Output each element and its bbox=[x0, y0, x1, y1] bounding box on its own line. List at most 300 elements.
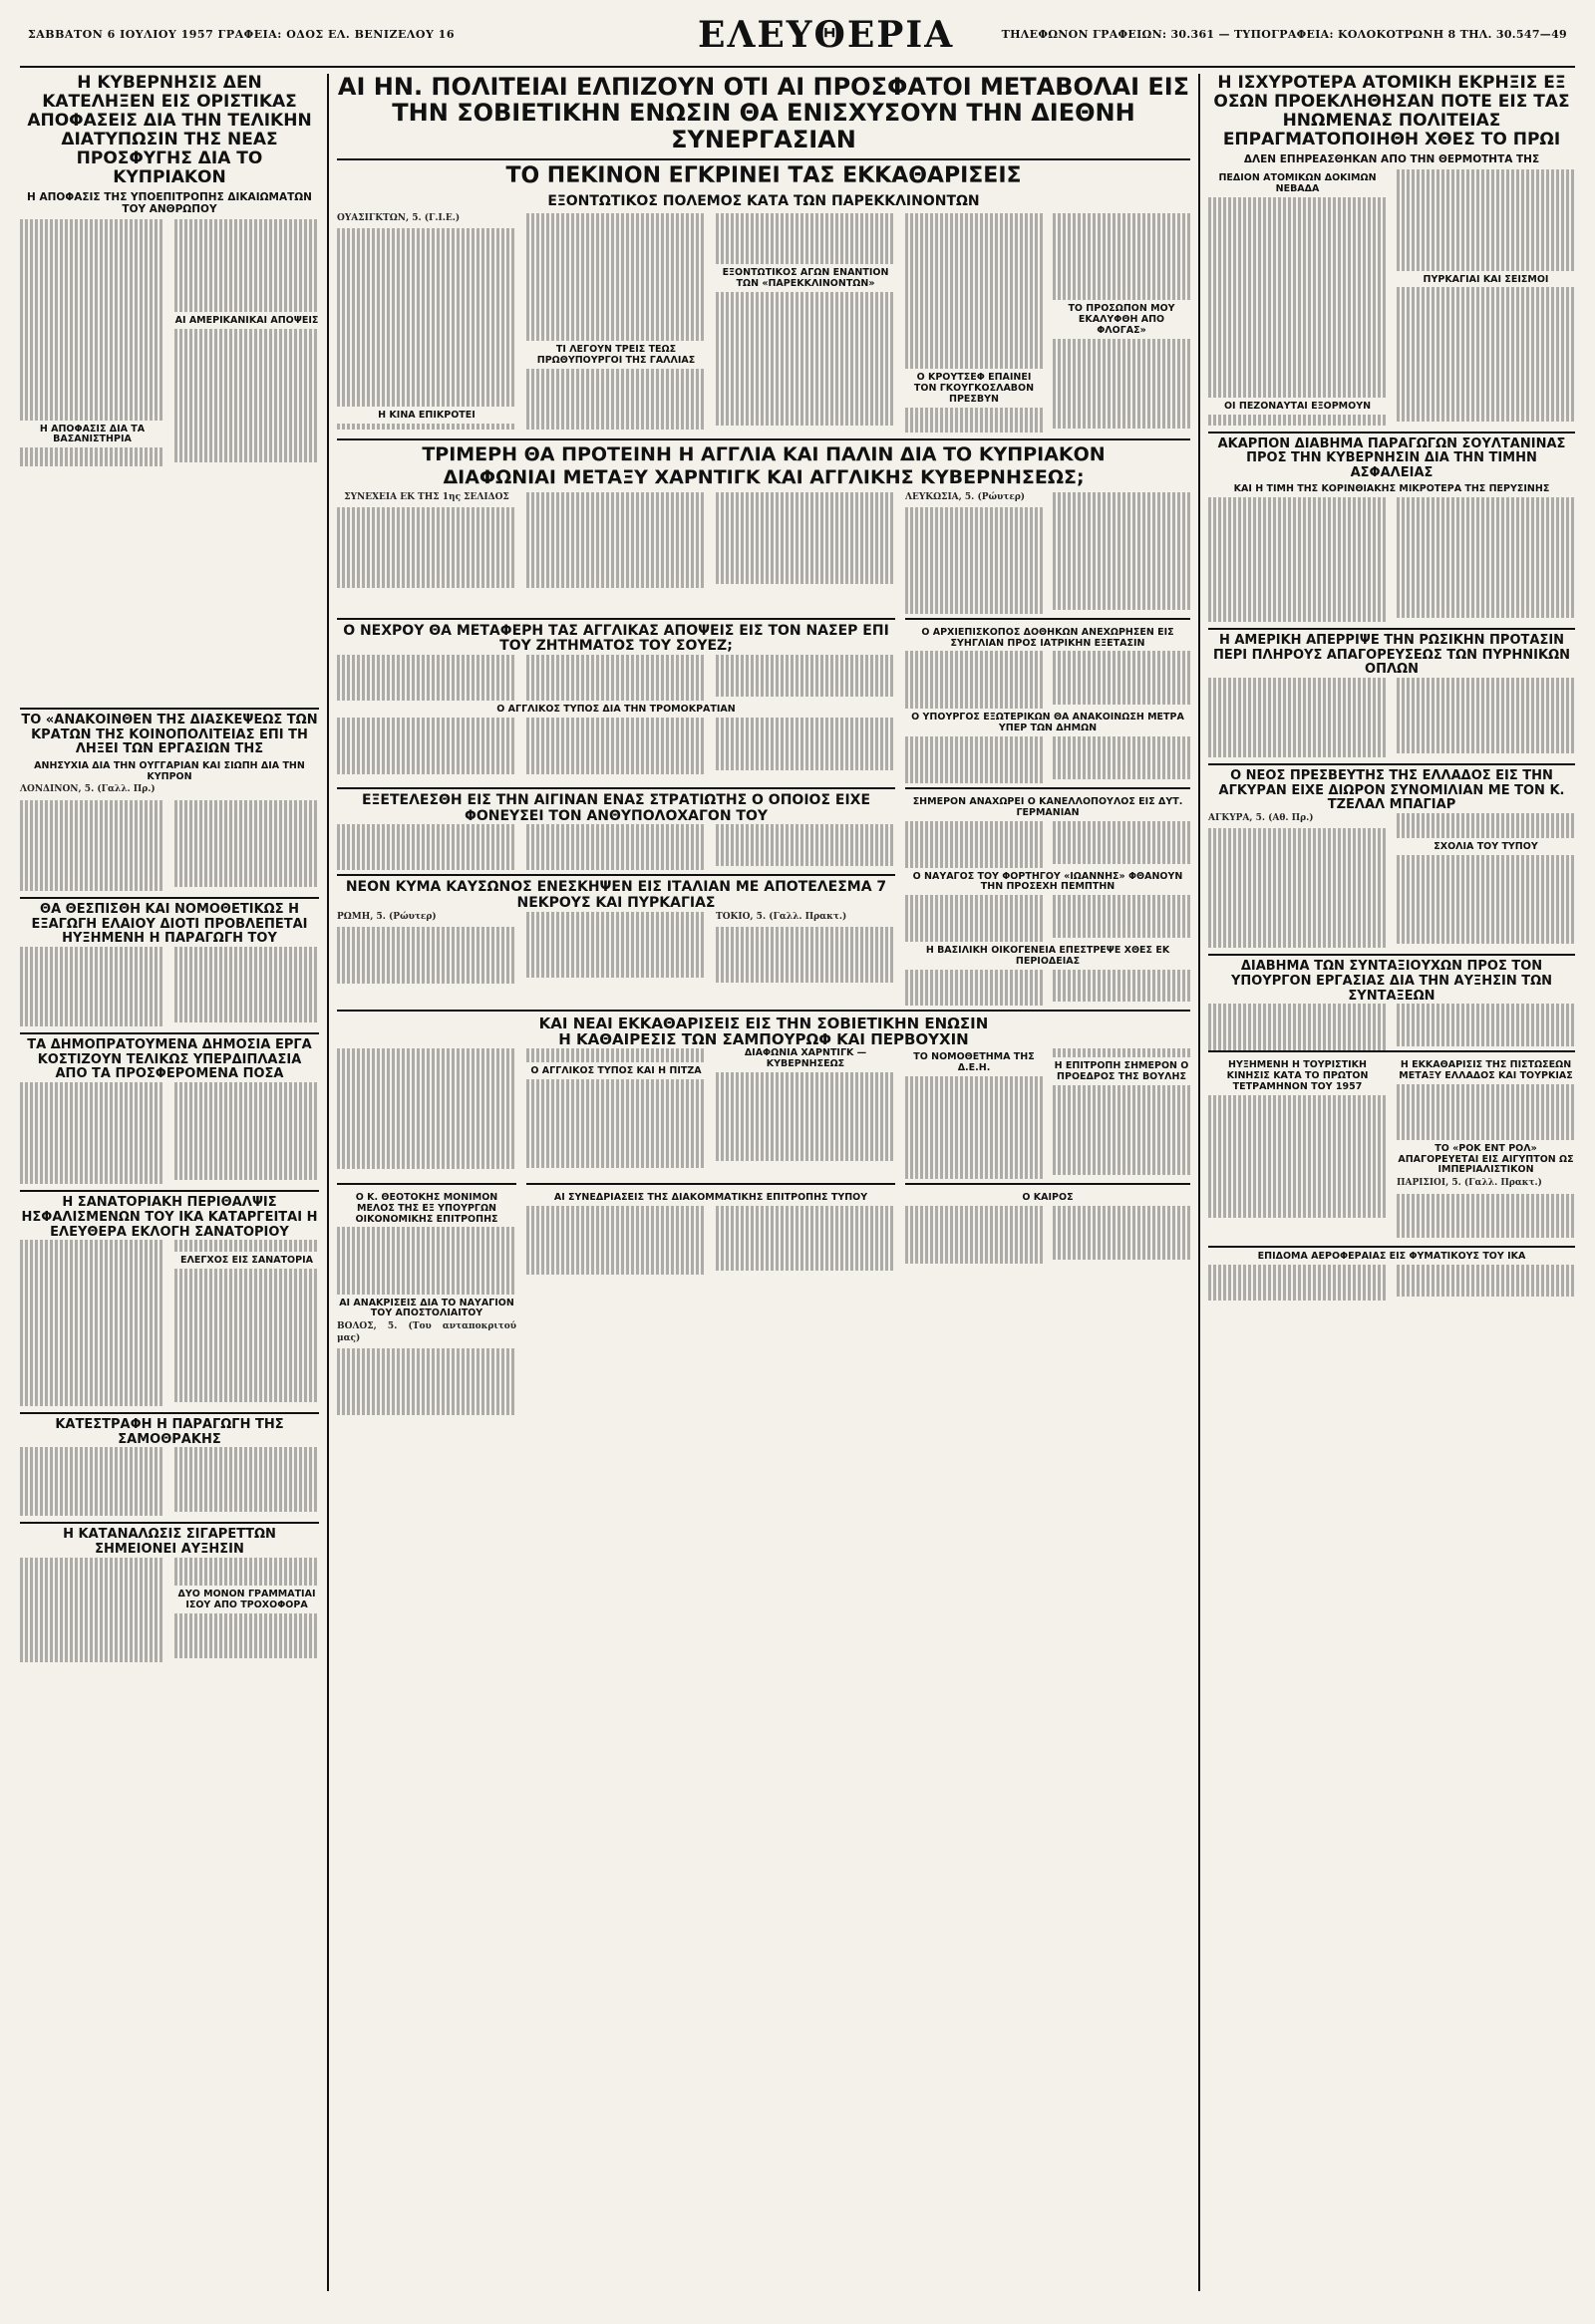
text-line bbox=[1208, 906, 1387, 917]
text-line bbox=[20, 398, 164, 409]
text-line bbox=[20, 958, 164, 969]
text-line bbox=[1397, 816, 1575, 827]
text-line bbox=[174, 290, 319, 301]
text-line bbox=[174, 419, 319, 430]
text-line bbox=[1397, 889, 1575, 900]
text-line bbox=[174, 1125, 319, 1136]
text-line bbox=[20, 1351, 164, 1362]
text-line bbox=[1208, 1025, 1387, 1036]
text-line bbox=[1208, 497, 1387, 508]
text-line bbox=[337, 1359, 516, 1370]
text-line bbox=[1397, 1205, 1575, 1216]
text-line bbox=[716, 494, 895, 505]
text-line bbox=[526, 966, 706, 977]
dateline: ΠΑΡΙΣΙΟΙ, 5. (Γαλλ. Πρακτ.) bbox=[1397, 1178, 1542, 1189]
text-line bbox=[20, 342, 164, 353]
text-line bbox=[716, 748, 895, 759]
text-line bbox=[174, 1158, 319, 1169]
text-line bbox=[716, 381, 895, 392]
text-line bbox=[905, 832, 1043, 843]
text-block bbox=[1208, 197, 1387, 398]
text-line bbox=[174, 1613, 319, 1624]
text-line bbox=[716, 303, 895, 314]
text-line bbox=[905, 663, 1043, 674]
text-line bbox=[905, 518, 1043, 529]
text-line bbox=[20, 1362, 164, 1373]
dateline: ΟΥΑΣΙΓΚΤΩΝ, 5. (Γ.Ι.Ε.) bbox=[337, 212, 461, 223]
text-line bbox=[716, 726, 895, 736]
text-line bbox=[1397, 226, 1575, 237]
text-line bbox=[20, 1492, 164, 1503]
text-line bbox=[1208, 678, 1387, 689]
text-line bbox=[1053, 841, 1190, 852]
text-line bbox=[1053, 1248, 1190, 1259]
text-line bbox=[337, 306, 516, 317]
text-line bbox=[905, 770, 1043, 781]
subhead: Ο ΥΠΟΥΡΓΟΣ ΕΞΩΤΕΡΙΚΩΝ ΘΑ ΑΝΑΚΟΙΝΩΣΗ ΜΕΤΡΑ ΥΠΕΡ ΤΩΝ ΔΗΜΩΝ bbox=[911, 712, 1184, 734]
text-line bbox=[20, 1003, 164, 1014]
text-line bbox=[716, 1139, 895, 1150]
text-line bbox=[716, 359, 895, 370]
text-block bbox=[716, 1072, 895, 1162]
text-line bbox=[337, 1104, 516, 1115]
text-line bbox=[1053, 768, 1190, 779]
text-line bbox=[905, 1250, 1043, 1261]
text-line bbox=[337, 541, 516, 552]
text-line bbox=[526, 1051, 706, 1062]
text-line bbox=[20, 1251, 164, 1262]
text-line bbox=[1053, 1130, 1190, 1141]
text-line bbox=[337, 1370, 516, 1381]
text-line bbox=[1208, 1117, 1387, 1128]
text-line bbox=[1053, 531, 1190, 542]
text-line bbox=[20, 867, 164, 878]
text-block bbox=[1397, 287, 1575, 421]
text-line bbox=[174, 1102, 319, 1113]
text-line bbox=[905, 408, 1043, 419]
text-line bbox=[20, 822, 164, 833]
text-line bbox=[337, 250, 516, 261]
text-line bbox=[905, 1087, 1043, 1098]
text-block bbox=[1053, 339, 1190, 429]
text-line bbox=[174, 978, 319, 989]
text-line bbox=[526, 665, 706, 676]
headline-saburov-pervukhin: Η ΚΑΘΑΙΡΕΣΙΣ ΤΩΝ ΣΑΜΠΟΥΡΩΦ ΚΑΙ ΠΕΡΒΟΥΧΙΝ bbox=[558, 1030, 969, 1049]
text-line bbox=[716, 759, 895, 770]
subhead: ΠΕΔΙΟΝ ΑΤΟΜΙΚΩΝ ΔΟΚΙΜΩΝ ΝΕΒΑΔΑ bbox=[1218, 172, 1377, 195]
text-line bbox=[905, 269, 1043, 280]
text-line bbox=[337, 318, 516, 329]
text-line bbox=[716, 517, 895, 528]
text-line bbox=[905, 213, 1043, 224]
text-line bbox=[174, 430, 319, 440]
text-line bbox=[1397, 866, 1575, 877]
text-line bbox=[905, 759, 1043, 770]
text-line bbox=[20, 1385, 164, 1396]
text-block bbox=[337, 824, 895, 870]
text-line bbox=[905, 1217, 1043, 1228]
text-line bbox=[1397, 1274, 1575, 1285]
text-line bbox=[20, 947, 164, 958]
text-line bbox=[174, 820, 319, 831]
text-line bbox=[1208, 609, 1387, 620]
text-line bbox=[716, 370, 895, 381]
text-block bbox=[174, 329, 319, 462]
text-line bbox=[1208, 298, 1387, 309]
text-line bbox=[337, 949, 516, 960]
subhead: ΑΙ ΑΝΑΚΡΙΣΕΙΣ ΔΙΑ ΤΟ ΝΑΥΑΓΙΟΝ ΤΟΥ ΑΠΟΣΤΟΛΙΑΙΤΟΥ bbox=[339, 1297, 514, 1319]
text-line bbox=[174, 809, 319, 820]
text-line bbox=[1397, 181, 1575, 192]
text-line bbox=[1053, 1152, 1190, 1163]
text-line bbox=[526, 1090, 706, 1101]
text-line bbox=[1208, 264, 1387, 275]
main-headline: ΑΙ ΗΝ. ΠΟΛΙΤΕΙΑΙ ΕΛΠΙΖΟΥΝ ΟΤΙ ΑΙ ΠΡΟΣΦΑΤΟΙ ΜΕΤΑΒΟΛΑΙ ΕΙΣ ΤΗΝ ΣΟΒΙΕΤΙΚΗΝ ΕΝΩΣΙΝ ΘΑ ΕΝΙΣΧΥΣΟΥΝ ΤΗΝ ΔΙΕΘΝΗ ΣΥΝΕΡΓΑΣΙΑΝ bbox=[337, 73, 1190, 153]
text-line bbox=[716, 241, 895, 252]
text-line bbox=[337, 677, 516, 688]
text-line bbox=[20, 1149, 164, 1160]
text-line bbox=[337, 228, 516, 239]
text-block bbox=[905, 651, 1190, 709]
text-line bbox=[716, 844, 895, 855]
text-line bbox=[526, 501, 706, 512]
text-line bbox=[1208, 1276, 1387, 1287]
text-line bbox=[1053, 554, 1190, 565]
text-line bbox=[174, 1479, 319, 1490]
subhead: ΣΗΜΕΡΟΝ ΑΝΑΧΩΡΕΙ Ο ΚΑΝΕΛΛΟΠΟΥΛΟΣ ΕΙΣ ΔΥΤ. ΓΕΡΜΑΝΙΑΝ bbox=[912, 795, 1183, 818]
text-line bbox=[174, 1346, 319, 1357]
text-line bbox=[905, 1076, 1043, 1087]
headline-ambassador-ankara: Ο ΝΕΟΣ ΠΡΕΣΒΕΥΤΗΣ ΤΗΣ ΕΛΛΑΔΟΣ ΕΙΣ ΤΗΝ ΑΓΚΥΡΑΝ ΕΙΧΕ ΔΙΩΡΟΝ ΣΥΝΟΜΙΛΙΑΝ ΜΕ ΤΟΝ Κ. ΤΖΕΛΑΛ ΜΠΑΓΙΑΡ bbox=[1218, 768, 1565, 813]
text-line bbox=[1397, 574, 1575, 585]
text-block bbox=[905, 821, 1190, 868]
text-line bbox=[1053, 417, 1190, 428]
date-line: ΣΑΒΒΑΤΟΝ 6 ΙΟΥΛΙΟΥ 1957 ΓΡΑΦΕΙΑ: ΟΔΟΣ ΕΛ. ΒΕΝΙΖΕΛΟΥ 16 bbox=[28, 28, 455, 41]
text-line bbox=[1208, 862, 1387, 873]
text-line bbox=[905, 1132, 1043, 1143]
text-line bbox=[1397, 529, 1575, 540]
text-line bbox=[905, 586, 1043, 597]
text-line bbox=[1397, 1035, 1575, 1046]
text-line bbox=[20, 1104, 164, 1115]
text-line bbox=[1053, 830, 1190, 841]
text-line bbox=[1053, 278, 1190, 289]
text-line bbox=[1053, 1163, 1190, 1174]
text-line bbox=[526, 403, 706, 414]
text-line bbox=[20, 242, 164, 253]
text-line bbox=[1397, 259, 1575, 270]
text-line bbox=[1208, 1151, 1387, 1162]
text-line bbox=[1053, 520, 1190, 531]
text-line bbox=[174, 1280, 319, 1291]
text-line bbox=[174, 1091, 319, 1102]
text-line bbox=[716, 292, 895, 303]
text-line bbox=[905, 651, 1043, 662]
text-line bbox=[1208, 733, 1387, 744]
text-block bbox=[20, 800, 319, 892]
text-line bbox=[20, 365, 164, 376]
text-line bbox=[905, 1239, 1043, 1250]
text-line bbox=[905, 291, 1043, 302]
text-block bbox=[526, 1206, 895, 1275]
text-line bbox=[337, 563, 516, 574]
text-block bbox=[20, 1447, 319, 1516]
text-line bbox=[174, 865, 319, 876]
text-line bbox=[1397, 215, 1575, 226]
subhead: Ο Κ. ΘΕΟΤΟΚΗΣ ΜΟΝΙΜΟΝ ΜΕΛΟΣ ΤΗΣ ΕΞ ΥΠΟΥΡΓΩΝ ΟΙΚΟΝΟΜΙΚΗΣ ΕΠΙΤΡΟΠΗΣ bbox=[355, 1191, 498, 1225]
text-line bbox=[337, 329, 516, 340]
text-line bbox=[1208, 839, 1387, 850]
text-line bbox=[716, 1117, 895, 1128]
text-line bbox=[174, 363, 319, 374]
text-line bbox=[20, 376, 164, 387]
text-line bbox=[174, 245, 319, 256]
text-line bbox=[337, 751, 516, 762]
text-line bbox=[905, 854, 1043, 865]
text-line bbox=[716, 325, 895, 336]
text-line bbox=[716, 528, 895, 539]
text-line bbox=[716, 961, 895, 972]
text-line bbox=[716, 1128, 895, 1139]
text-line bbox=[174, 451, 319, 462]
text-line bbox=[526, 687, 706, 698]
text-line bbox=[1208, 884, 1387, 895]
text-line bbox=[174, 1456, 319, 1467]
subhead: Ο ΝΑΥΑΓΟΣ ΤΟΥ ΦΟΡΤΗΓΟΥ «ΙΩΑΝΝΗΣ» ΦΘΑΝΟΥΝ ΤΗΝ ΠΡΟΣΕΧΗ ΠΕΜΠΤΗΝ bbox=[912, 870, 1183, 893]
text-line bbox=[337, 385, 516, 396]
text-line bbox=[905, 895, 1043, 906]
text-line bbox=[1053, 233, 1190, 244]
text-line bbox=[1208, 253, 1387, 264]
text-line bbox=[1053, 1237, 1190, 1248]
text-line bbox=[526, 1239, 706, 1250]
subhead: ΑΙ ΑΜΕΡΙΚΑΝΙΚΑΙ ΑΠΟΨΕΙΣ bbox=[174, 315, 319, 327]
newspaper-page bbox=[20, 14, 1575, 2296]
text-line bbox=[337, 1093, 516, 1104]
text-line bbox=[1208, 723, 1387, 733]
text-line bbox=[174, 1147, 319, 1158]
text-line bbox=[526, 845, 706, 856]
text-line bbox=[1397, 203, 1575, 214]
text-line bbox=[1053, 757, 1190, 768]
text-line bbox=[716, 949, 895, 960]
subhead: Ο ΑΓΓΛΙΚΟΣ ΤΥΠΟΣ ΚΑΙ Η ΠΙΤΖΑ bbox=[530, 1064, 702, 1076]
text-block bbox=[1208, 1265, 1575, 1301]
text-line bbox=[716, 348, 895, 359]
text-block bbox=[337, 1227, 516, 1294]
text-line bbox=[1397, 877, 1575, 888]
text-block bbox=[337, 655, 895, 701]
text-line bbox=[716, 550, 895, 561]
subhead: ΤΙ ΛΕΓΟΥΝ ΤΡΕΙΣ ΤΕΩΣ ΠΡΩΘΥΠΟΥΡΓΟΙ ΤΗΣ ΓΑΛΛΙΑΣ bbox=[536, 344, 696, 367]
text-line bbox=[337, 1149, 516, 1160]
text-line bbox=[20, 1274, 164, 1285]
text-line bbox=[174, 1357, 319, 1368]
text-line bbox=[716, 1248, 895, 1259]
text-line bbox=[337, 927, 516, 938]
phone-line: ΤΗΛΕΦΩΝΟΝ ΓΡΑΦΕΙΩΝ: 30.361 — ΤΥΠΟΓΡΑΦΕΙΑ: ΚΟΛΟΚΟΤΡΩΝΗ 8 ΤΗΛ. 30.547—49 bbox=[1001, 28, 1567, 41]
text-line bbox=[716, 938, 895, 949]
text-line bbox=[905, 507, 1043, 518]
text-line bbox=[20, 1014, 164, 1024]
text-block bbox=[905, 213, 1043, 370]
text-line bbox=[337, 1138, 516, 1149]
text-line bbox=[337, 273, 516, 284]
text-line bbox=[1397, 377, 1575, 388]
text-line bbox=[1208, 700, 1387, 711]
text-line bbox=[20, 298, 164, 309]
dateline: ΒΟΛΟΣ, 5. (Του ανταποκριτού μας) bbox=[337, 1321, 516, 1343]
text-line bbox=[20, 387, 164, 398]
text-line bbox=[174, 1564, 319, 1575]
text-line bbox=[526, 933, 706, 944]
text-line bbox=[1397, 933, 1575, 944]
text-line bbox=[174, 329, 319, 340]
text-line bbox=[337, 847, 516, 858]
text-line bbox=[1208, 1128, 1387, 1139]
center-column bbox=[337, 74, 1190, 1419]
text-line bbox=[905, 674, 1043, 685]
text-line bbox=[905, 736, 1043, 747]
text-line bbox=[905, 563, 1043, 574]
text-line bbox=[905, 1121, 1043, 1132]
text-line bbox=[20, 969, 164, 980]
text-line bbox=[526, 380, 706, 391]
text-line bbox=[1397, 742, 1575, 753]
text-line bbox=[1053, 598, 1190, 609]
text-line bbox=[1208, 342, 1387, 353]
text-line bbox=[716, 972, 895, 983]
text-line bbox=[1053, 498, 1190, 509]
text-line bbox=[1397, 506, 1575, 517]
text-line bbox=[1053, 1096, 1190, 1107]
text-line bbox=[1397, 596, 1575, 607]
text-line bbox=[20, 309, 164, 320]
subhead: Η ΕΚΚΑΘΑΡΙΣΙΣ ΤΗΣ ΠΙΣΤΩΣΕΩΝ ΜΕΤΑΞΥ ΕΛΛΑΔΟΣ ΚΑΙ ΤΟΥΡΚΙΑΣ bbox=[1399, 1058, 1573, 1081]
text-line bbox=[337, 340, 516, 351]
text-line bbox=[526, 263, 706, 274]
text-line bbox=[1397, 540, 1575, 551]
text-line bbox=[905, 929, 1043, 940]
headline-commonwealth: ΤΟ «ΑΝΑΚΟΙΝΘΕΝ ΤΗΣ ΔΙΑΣΚΕΨΕΩΣ ΤΩΝ ΚΡΑΤΩΝ ΤΗΣ ΚΟΙΝΟΠΟΛΙΤΕΙΑΣ ΕΠΙ ΤΗ ΛΗΞΕΙ ΤΩΝ ΕΡΓΑΣΙΩΝ ΤΗΣ bbox=[21, 713, 318, 757]
text-line bbox=[1208, 331, 1387, 342]
text-line bbox=[905, 981, 1043, 992]
text-line bbox=[1053, 1141, 1190, 1152]
text-line bbox=[1208, 508, 1387, 519]
text-line bbox=[716, 253, 895, 264]
text-line bbox=[1053, 694, 1190, 705]
text-block bbox=[905, 895, 1190, 942]
text-line bbox=[174, 385, 319, 396]
text-line bbox=[1397, 1216, 1575, 1227]
text-line bbox=[526, 319, 706, 330]
text-line bbox=[1397, 299, 1575, 310]
text-line bbox=[1397, 855, 1575, 866]
text-line bbox=[20, 1481, 164, 1492]
headline-cigarettes: Η ΚΑΤΑΝΑΛΩΣΙΣ ΣΙΓΑΡΕΤΤΩΝ ΣΗΜΕΙΟΝΕΙ ΑΥΞΗΣΙΝ bbox=[63, 1527, 276, 1557]
text-line bbox=[20, 1503, 164, 1514]
text-line bbox=[337, 507, 516, 518]
text-line bbox=[174, 854, 319, 865]
text-line bbox=[526, 1146, 706, 1157]
text-line bbox=[174, 256, 319, 267]
text-line bbox=[1053, 373, 1190, 384]
text-line bbox=[337, 1059, 516, 1070]
text-line bbox=[20, 1373, 164, 1384]
text-line bbox=[174, 223, 319, 234]
text-line bbox=[905, 541, 1043, 552]
text-line bbox=[1053, 384, 1190, 395]
text-line bbox=[1397, 731, 1575, 742]
text-line bbox=[1053, 1215, 1190, 1226]
text-line bbox=[1208, 895, 1387, 906]
article-body bbox=[337, 213, 895, 433]
dateline: ΣΥΝΕΧΕΙΑ ΕΚ ΤΗΣ 1ης ΣΕΛΙΔΟΣ bbox=[344, 492, 509, 503]
text-line bbox=[1397, 332, 1575, 343]
text-line bbox=[1208, 1173, 1387, 1184]
text-block bbox=[337, 492, 895, 588]
text-line bbox=[1208, 587, 1387, 598]
subhead: ΔΙΑΦΩΝΙΑ ΧΑΡΝΤΙΓΚ — ΚΥΒΕΡΝΗΣΕΩΣ bbox=[744, 1047, 867, 1070]
text-line bbox=[526, 857, 706, 868]
headline-cyprus-government: Η ΚΥΒΕΡΝΗΣΙΣ ΔΕΝ ΚΑΤΕΛΗΞΕΝ ΕΙΣ ΟΡΙΣΤΙΚΑΣ ΑΠΟΦΑΣΕΙΣ ΔΙΑ ΤΗΝ ΤΕΛΙΚΗΝ ΔΙΑΤΥΠΩΣΙΝ ΤΗΣ ΝΕΑΣ ΠΡΟΣΦΥΓΗΣ ΔΙΑ ΤΟ ΚΥΠΡΙΑΚΟΝ bbox=[27, 73, 312, 188]
text-line bbox=[20, 1296, 164, 1307]
text-line bbox=[1053, 289, 1190, 300]
text-block bbox=[905, 492, 1190, 613]
text-line bbox=[905, 246, 1043, 257]
text-line bbox=[716, 415, 895, 426]
text-line bbox=[174, 1269, 319, 1280]
text-line bbox=[20, 253, 164, 264]
text-line bbox=[905, 419, 1043, 430]
headline-samothrace: ΚΑΤΕΣΤΡΑΦΗ Η ΠΑΡΑΓΩΓΗ ΤΗΣ ΣΑΜΟΘΡΑΚΗΣ bbox=[55, 1417, 284, 1447]
text-line bbox=[174, 842, 319, 853]
text-line bbox=[20, 1240, 164, 1251]
text-line bbox=[174, 1575, 319, 1586]
text-line bbox=[174, 267, 319, 278]
subhead-peking: ΕΞΟΝΤΩΤΙΚΟΣ ΠΟΛΕΜΟΣ ΚΑΤΑ ΤΩΝ ΠΑΡΕΚΚΛΙΝΟΝΤΩΝ bbox=[547, 192, 980, 209]
subhead: Η ΑΠΟΦΑΣΙΣ ΔΙΑ ΤΑ ΒΑΣΑΝΙΣΤΗΡΙΑ bbox=[39, 423, 146, 445]
text-line bbox=[1397, 710, 1575, 721]
text-line bbox=[174, 340, 319, 351]
text-block bbox=[716, 927, 895, 983]
text-line bbox=[1053, 565, 1190, 576]
text-line bbox=[174, 1501, 319, 1512]
text-line bbox=[526, 240, 706, 251]
text-line bbox=[1397, 922, 1575, 933]
text-line bbox=[337, 1126, 516, 1137]
text-line bbox=[1053, 222, 1190, 233]
subhead: Η ΑΠΟΦΑΣΙΣ ΤΗΣ ΥΠΟΕΠΙΤΡΟΠΗΣ ΔΙΚΑΙΩΜΑΤΩΝ ΤΟΥ ΑΝΘΡΩΠΟΥ bbox=[27, 191, 312, 216]
text-line bbox=[1053, 852, 1190, 863]
text-line bbox=[1208, 851, 1387, 862]
text-block bbox=[905, 1206, 1190, 1264]
text-line bbox=[905, 530, 1043, 541]
text-line bbox=[526, 1157, 706, 1168]
text-line bbox=[1053, 683, 1190, 694]
text-line bbox=[20, 856, 164, 867]
subhead: Ο ΑΓΓΛΙΚΟΣ ΤΥΠΟΣ ΔΙΑ ΤΗΝ ΤΡΟΜΟΚΡΑΤΙΑΝ bbox=[496, 704, 736, 716]
text-line bbox=[1397, 827, 1575, 838]
text-line bbox=[526, 523, 706, 534]
text-line bbox=[526, 534, 706, 545]
text-line bbox=[716, 737, 895, 748]
text-line bbox=[716, 675, 895, 686]
text-line bbox=[716, 686, 895, 697]
text-line bbox=[337, 728, 516, 739]
text-line bbox=[905, 574, 1043, 585]
text-line bbox=[174, 1636, 319, 1647]
